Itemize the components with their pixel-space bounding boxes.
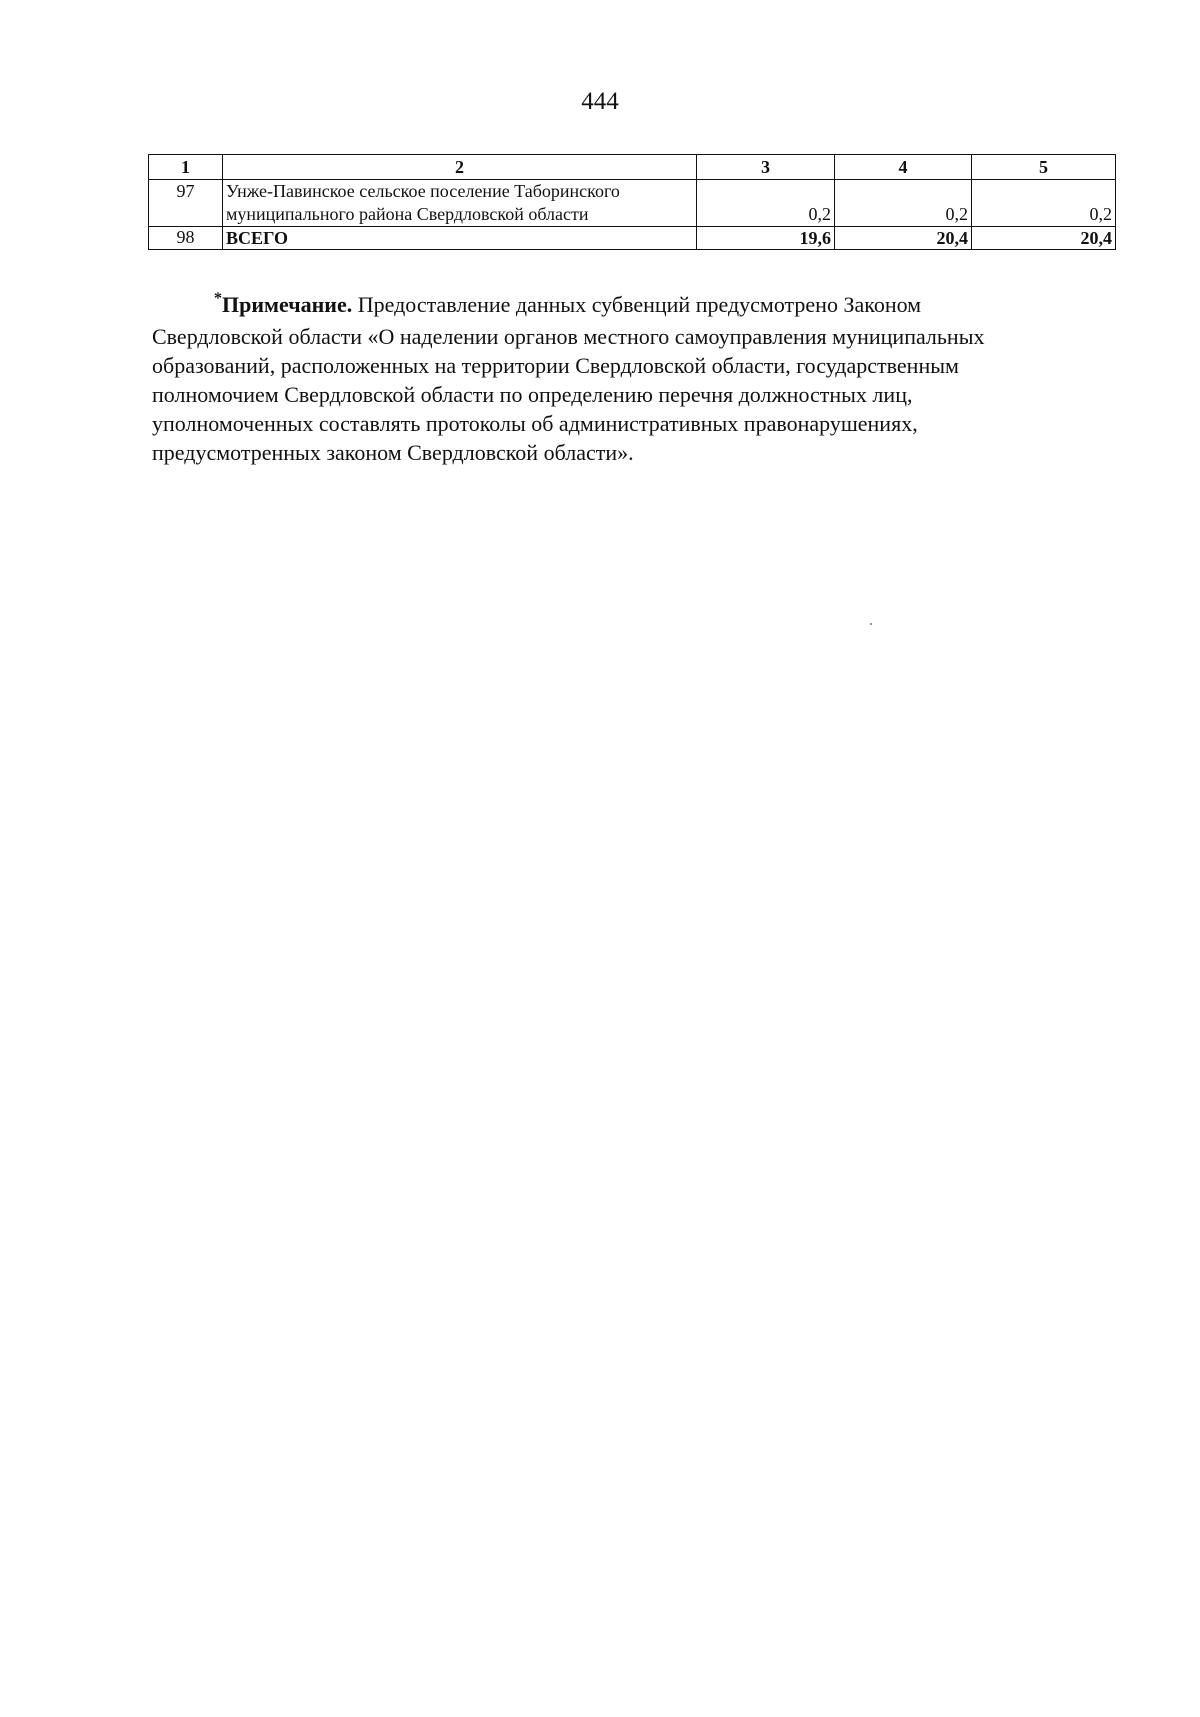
row-number: 97 — [149, 180, 223, 227]
footnote-text-1: Предоставление данных субвенций предусмотрено Законом — [357, 292, 922, 317]
scan-speck — [870, 623, 872, 625]
municipality-name-line-2: муниципального района Свердловской области — [226, 204, 589, 224]
column-header-2: 2 — [223, 155, 697, 180]
value-col-3: 0,2 — [697, 180, 835, 227]
total-col-3: 19,6 — [697, 227, 835, 250]
footnote-line-1 — [152, 290, 1112, 322]
municipality-name — [223, 180, 697, 227]
subvention-table — [148, 154, 1116, 250]
row-number: 98 — [149, 227, 223, 250]
footnote-line-6: предусмотренных законом Свердловской области». — [152, 440, 634, 465]
column-header-5: 5 — [972, 155, 1116, 180]
footnote-line-4: полномочием Свердловской области по определению перечня должностных лиц, — [152, 382, 913, 407]
column-header-3: 3 — [697, 155, 835, 180]
table-header-row — [149, 155, 1116, 180]
footnote-label: Примечание. — [222, 292, 353, 317]
total-col-5: 20,4 — [972, 227, 1116, 250]
column-header-1: 1 — [149, 155, 223, 180]
page-number: 444 — [581, 88, 619, 115]
municipality-name-line-1: Унже-Павинское сельское поселение Таборинского — [226, 181, 620, 201]
table-row — [149, 180, 1116, 227]
footnote-line-3: образований, расположенных на территории Свердловской области, государственным — [152, 353, 959, 378]
footnote-line-5: уполномоченных составлять протоколы об административных правонарушениях, — [152, 411, 918, 436]
value-col-4: 0,2 — [835, 180, 972, 227]
table-row-total — [149, 227, 1116, 250]
column-header-4: 4 — [835, 155, 972, 180]
footnote-asterisk: * — [214, 290, 222, 307]
footnote — [152, 290, 1112, 467]
footnote-line-2: Свердловской области «О наделении органов местного самоуправления муниципальных — [152, 324, 985, 349]
value-col-5: 0,2 — [972, 180, 1116, 227]
total-label: ВСЕГО — [223, 227, 697, 250]
total-col-4: 20,4 — [835, 227, 972, 250]
